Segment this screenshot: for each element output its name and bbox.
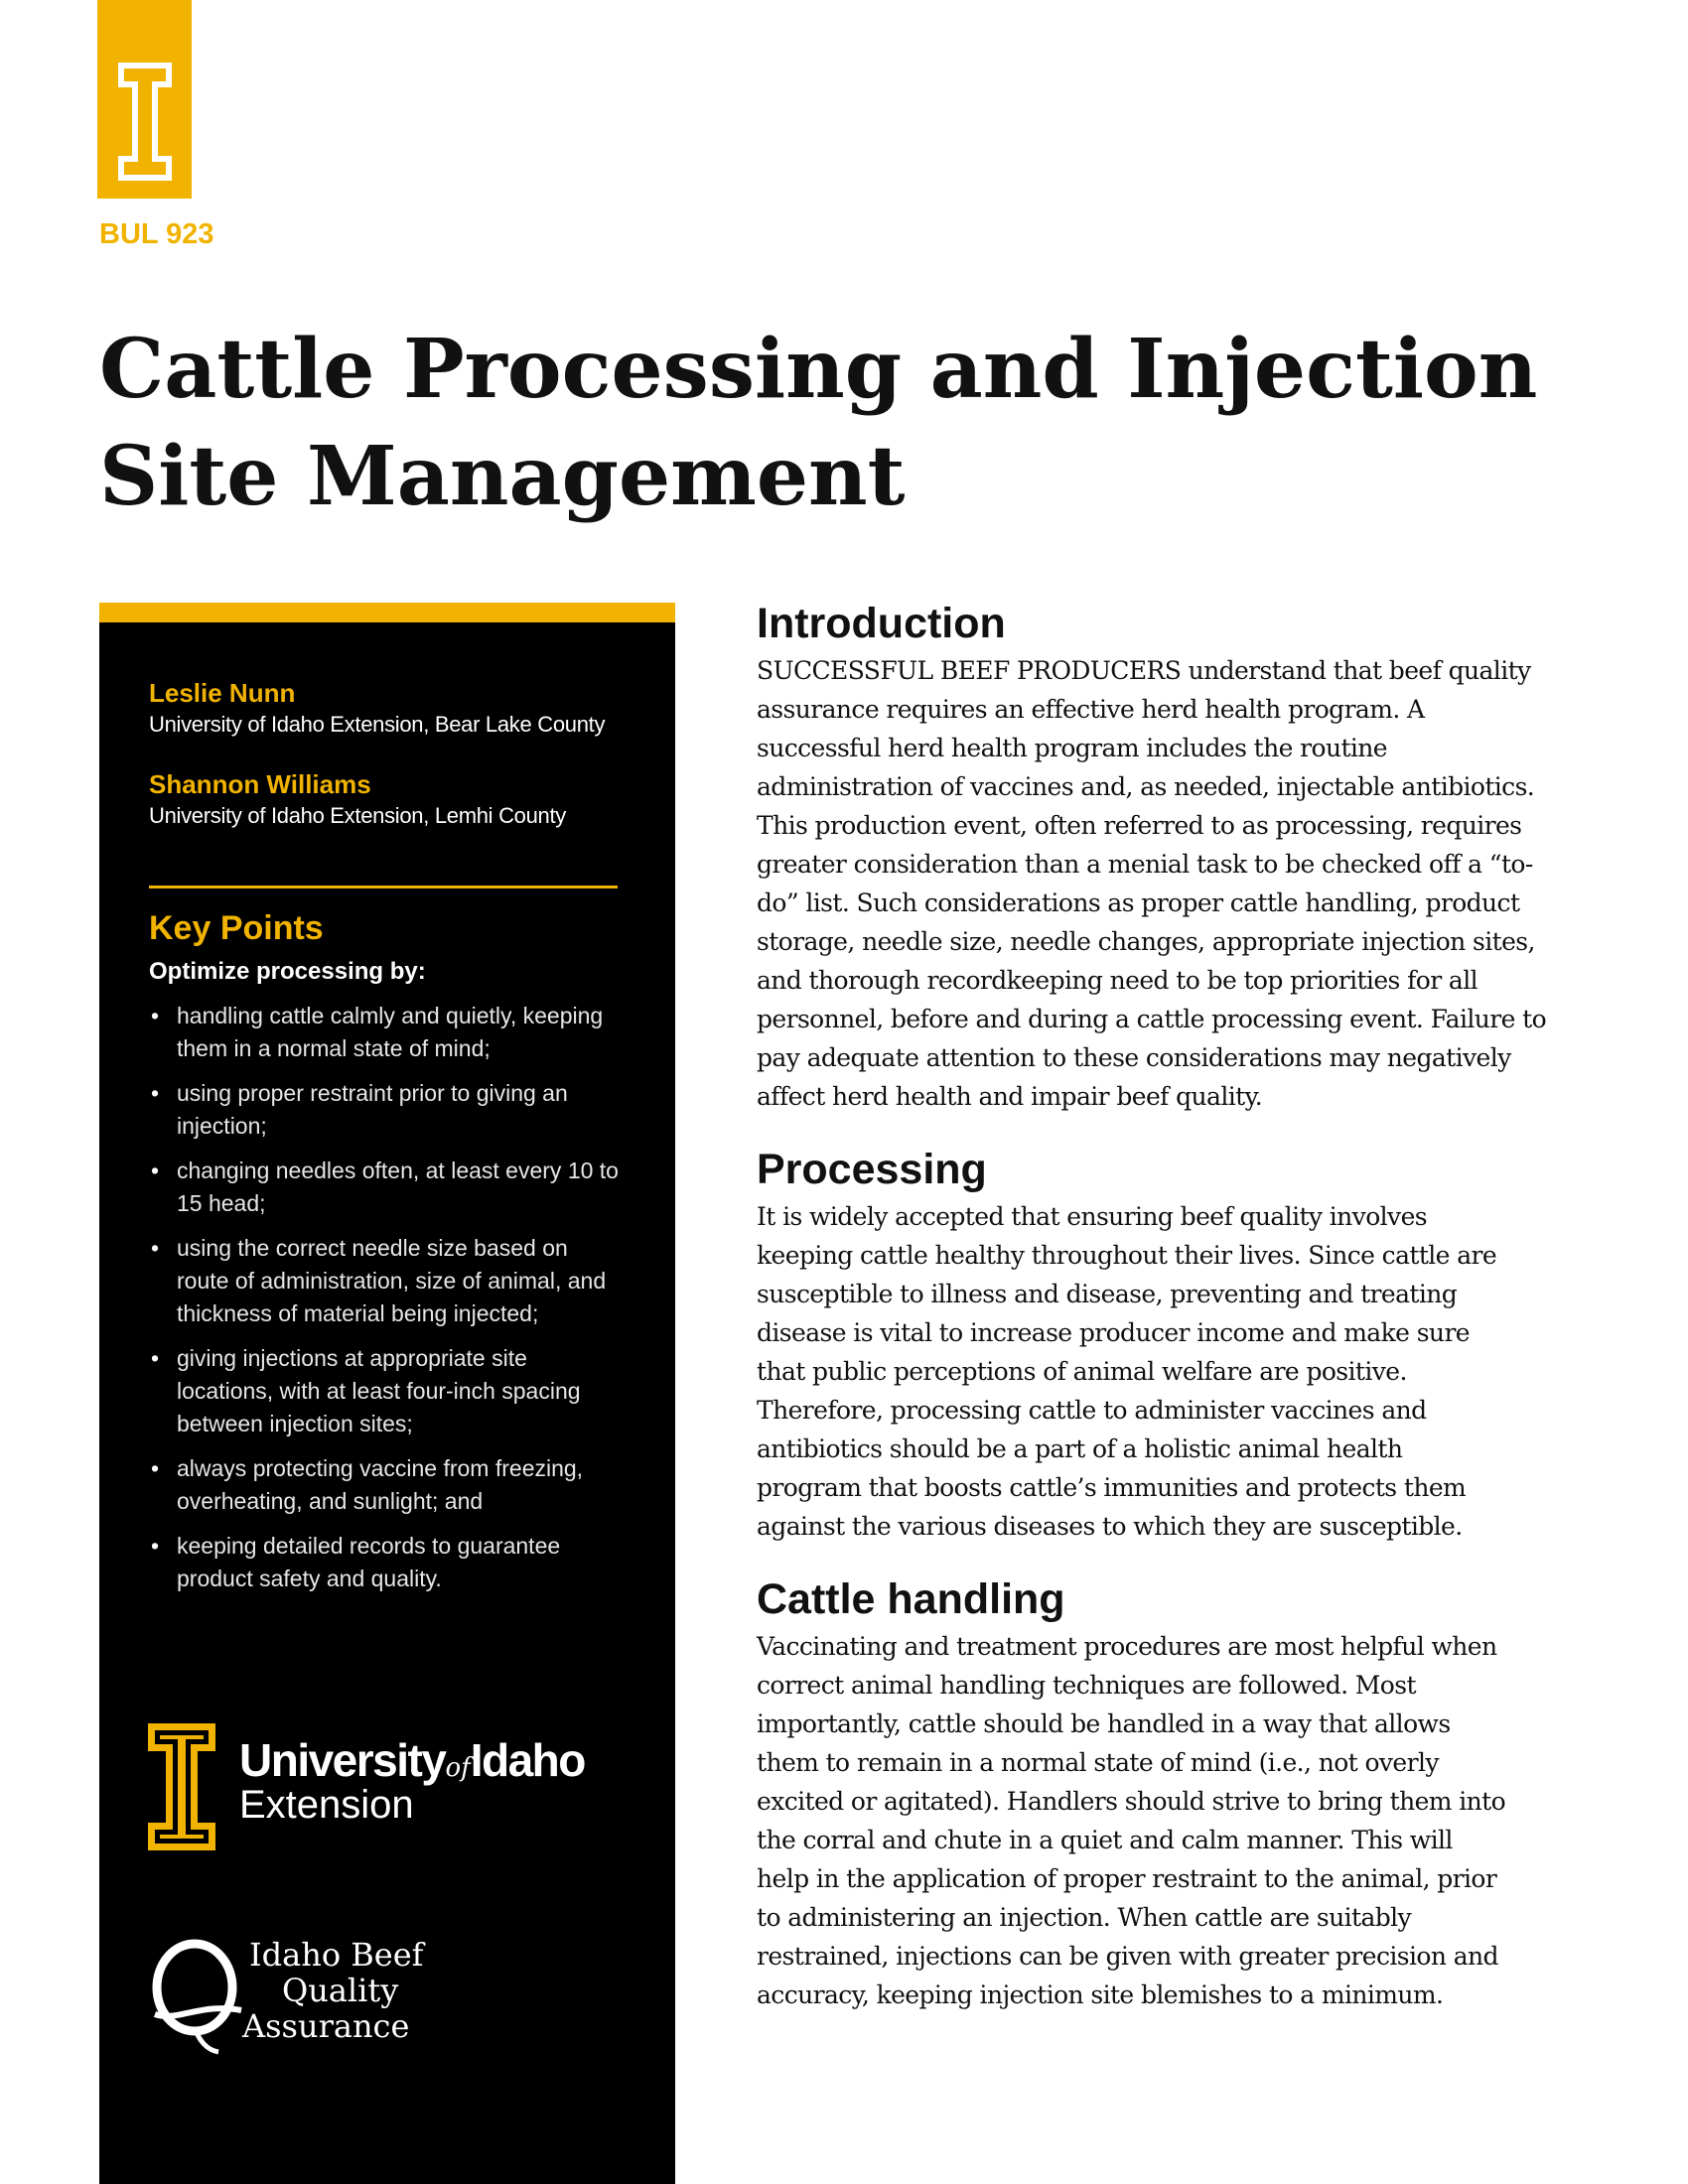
university-i-logo-icon bbox=[146, 1721, 217, 1852]
author-affiliation: University of Idaho Extension, Lemhi County bbox=[149, 803, 566, 828]
bqa-line: Quality bbox=[282, 1972, 399, 2009]
list-item: • keeping detailed records to guarantee product safety and quality. bbox=[149, 1530, 626, 1595]
list-item: • using the correct needle size based on route of administration, size of animal, and thickness of material being injected; bbox=[149, 1232, 626, 1330]
section-introduction bbox=[757, 596, 1551, 1116]
author-name: Shannon Williams bbox=[149, 769, 371, 799]
key-points-intro: Optimize processing by: bbox=[149, 958, 426, 985]
logo-word-university: University bbox=[239, 1734, 446, 1786]
section-heading: Cattle handling bbox=[757, 1575, 1065, 1623]
author-block bbox=[149, 768, 645, 832]
author-affiliation: University of Idaho Extension, Bear Lake County bbox=[149, 712, 606, 737]
idaho-beef-quality-assurance-logo bbox=[147, 1933, 475, 2072]
key-points-list bbox=[149, 1000, 626, 1607]
logo-wordmark bbox=[239, 1733, 585, 1787]
university-of-idaho-extension-logo bbox=[146, 1721, 662, 1860]
bqa-line: Idaho Beef bbox=[249, 1936, 424, 1974]
page-title: Cattle Processing and Injection Site Management bbox=[99, 322, 1538, 524]
author-block bbox=[149, 677, 645, 741]
section-cattle-handling bbox=[757, 1571, 1551, 2014]
list-item: • changing needles often, at least every 10 to 15 head; bbox=[149, 1155, 626, 1220]
list-item: • giving injections at appropriate site locations, with at least four-inch spacing between injection sites; bbox=[149, 1342, 626, 1440]
section-heading: Processing bbox=[757, 1146, 987, 1193]
list-item: • always protecting vaccine from freezing, overheating, and sunlight; and bbox=[149, 1452, 626, 1518]
main-content bbox=[757, 596, 1551, 2040]
bqa-line: Assurance bbox=[242, 2007, 410, 2045]
university-of-idaho-i-icon bbox=[115, 60, 175, 184]
section-heading: Introduction bbox=[757, 600, 1006, 647]
section-body: Vaccinating and treatment procedures are most helpful when correct animal handling techniques are followed. Most importantly, cattle should be handled in a way that allows them to remain in a normal state of mind (i.e., not overly excited or agitated). Handlers should strive to bring them into the corral and chute in a quiet and calm manner. This will help in the application of proper restraint to the animal, prior to administering an injection. When cattle are suitably restrained, injections can be given with greater precision and accuracy, keeping injection site blemishes to a minimum. bbox=[757, 1632, 1506, 2009]
logo-word-of: of bbox=[445, 1753, 471, 1783]
sidebar-accent-bar bbox=[99, 603, 675, 622]
section-processing bbox=[757, 1142, 1551, 1546]
bulletin-number: BUL 923 bbox=[99, 218, 214, 250]
sidebar bbox=[99, 622, 675, 2184]
bqa-q-icon bbox=[147, 1933, 256, 2057]
key-points-heading: Key Points bbox=[149, 909, 324, 947]
author-name: Leslie Nunn bbox=[149, 678, 296, 708]
list-item: • using proper restraint prior to giving an injection; bbox=[149, 1077, 626, 1143]
sidebar-divider bbox=[149, 886, 618, 888]
header-logo-tab bbox=[97, 0, 192, 199]
logo-word-extension: Extension bbox=[239, 1783, 414, 1827]
list-item: • handling cattle calmly and quietly, keeping them in a normal state of mind; bbox=[149, 1000, 626, 1065]
logo-word-idaho: Idaho bbox=[470, 1734, 585, 1786]
section-body: SUCCESSFUL BEEF PRODUCERS understand that beef quality assurance requires an effective herd health program. A successful herd health program includes the routine administration of vaccines and, as needed, injectable antibiotics. This production event, often referred to as processing, requires greater consideration than a menial task to be checked off a “to-do” list. Such considerations as proper cattle handling, product storage, needle size, needle changes, appropriate injection sites, and thorough recordkeeping need to be top priorities for all personnel, before and during a cattle processing event. Failure to pay adequate attention to these considerations may negatively affect herd health and impair beef quality. bbox=[757, 656, 1547, 1111]
section-body: It is widely accepted that ensuring beef quality involves keeping cattle healthy throughout their lives. Since cattle are susceptible to illness and disease, preventing and treating disease is vital to increase producer income and make sure that public perceptions of animal welfare are positive. Therefore, processing cattle to administer vaccines and antibiotics should be a part of a holistic animal health program that boosts cattle’s immunities and protects them against the various diseases to which they are susceptible. bbox=[757, 1202, 1497, 1541]
